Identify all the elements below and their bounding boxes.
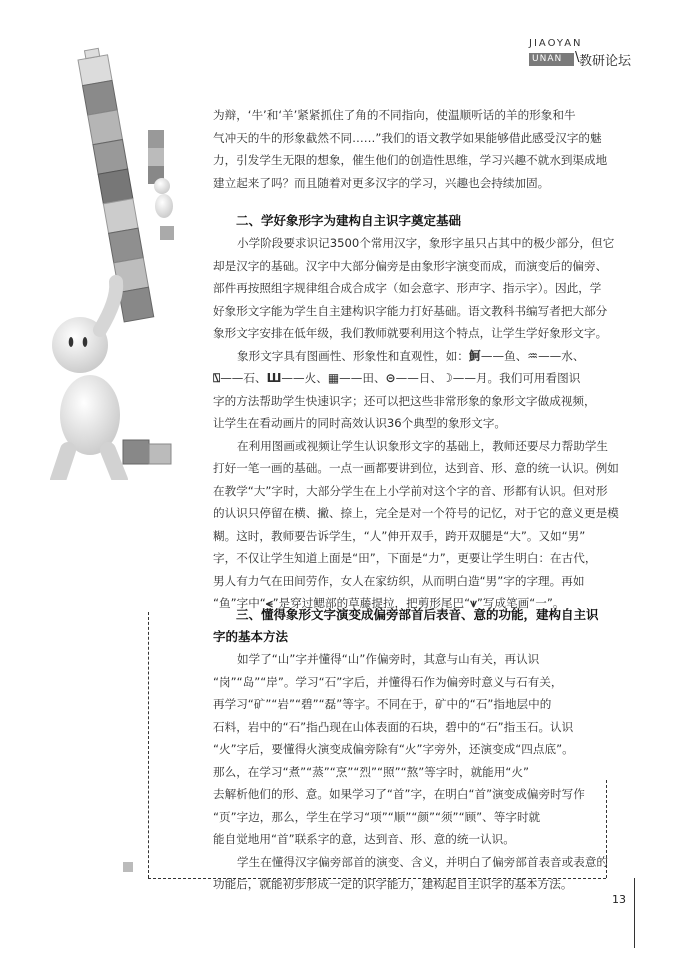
pictograph-line-2	[213, 367, 619, 390]
text-span: ”是穿过鳃部的草藤提拉，把剪形尾巴“	[272, 596, 471, 610]
fish-gill-pictograph-icon: ⪪	[265, 596, 273, 610]
header-column-title: 教研论坛	[579, 54, 632, 69]
text-line: 建立起来了吗？而且随着对更多汉字的学习，兴趣也会持续加固。	[213, 175, 550, 190]
text-line: 学生在懂得汉字偏旁部首的演变、含义，并明白了偏旁部首表音或表意的	[237, 854, 609, 869]
text-line: 去解析他们的形、意。如果学习了“首”字，在明白“首”演变成偏旁时写作	[213, 787, 585, 801]
text-line: 字的方法帮助学生快速识字；还可以把这些非常形象的象形文字做成视频，	[213, 393, 596, 408]
dashed-frame-bottom	[148, 878, 606, 879]
text-span: 象形文字具有图画性、形象性和直观性，如：	[237, 348, 469, 363]
text-line: 能自觉地用“首”联系字的意，达到音、形、意的统一认识。	[213, 832, 515, 846]
text-line: 气冲天的牛的形象截然不同……”我们的语文教学如果能够借此感受汉字的魅	[213, 130, 602, 145]
dashed-frame-left	[148, 612, 149, 878]
text-line: 在利用图画或视频让学生认识象形文字的基础上，教师还要尽力帮助学生	[237, 438, 609, 453]
text-line: “页”字边，那么，学生在学习“项”“顺”“颜”“须”“顾”、等字时就	[213, 809, 541, 824]
text-line: 好象形文字能为学生自主建构识字能力打好基础。语文教科书编写者把大部分	[213, 303, 608, 318]
text-line: 如学了“山”字并懂得“山”作偏旁时，其意与山有关，再认识	[237, 652, 540, 666]
text-line: “火”字后，要懂得火演变成偏旁除有“火”字旁外，还演变成“四点底”。	[213, 742, 574, 756]
text-line: 力，引发学生无限的想象，催生他们的创造性思维，学习兴趣不就水到渠成地	[213, 153, 608, 167]
decorative-square	[123, 862, 133, 872]
text-span: ——鱼、	[480, 348, 528, 363]
text-line: 象形文字安排在低年级，我们教师就要利用这个特点，让学生学好象形文字。	[213, 326, 608, 340]
page-number: 13	[612, 893, 626, 906]
text-line: 在教学“大”字时，大部分学生在上小学前对这个字的音、形都有认识。但对形	[213, 483, 608, 498]
fire-pictograph-icon: Ш	[266, 371, 282, 385]
text-line: 那么，在学习“煮”“蒸”“烹”“烈”“照”“熬”等字时，就能用“火”	[213, 764, 529, 779]
text-line: 糊。这时，教师要告诉学生，“人”伸开双手，跨开双腿是“大”。又如“男”	[213, 528, 586, 543]
text-line: 男人有力气在田间劳作，女人在家纺织，从而明白造“男”字的字理。再如	[213, 573, 585, 588]
text-span: ——田、	[339, 371, 386, 385]
text-line: 小学阶段要求识记3500个常用汉字，象形字虽只占其中的极少部分，但它	[237, 236, 615, 250]
section-2-body	[213, 232, 619, 615]
page-number-rule	[634, 878, 635, 948]
text-line: 为辩，‘牛’和‘羊’紧紧抓住了角的不同指向，使温顺听话的羊的形象和牛	[213, 108, 576, 122]
section-3-heading-line-1: 三、懂得象形文字演变成偏旁部首后表音、意的功能，建构自主识	[236, 607, 599, 622]
section-3-heading-line-2: 字的基本方法	[213, 629, 289, 644]
intro-paragraph	[213, 104, 607, 194]
section-2-heading: 二、学好象形字为建构自主识字奠定基础	[236, 213, 462, 228]
header-en-title: JIAOYAN	[529, 38, 583, 49]
stone-pictograph-icon: ⍂	[213, 371, 221, 385]
text-span: ——火、	[281, 371, 328, 385]
field-pictograph-icon: ▦	[327, 371, 340, 385]
text-span: ——月。我们可用看图识	[452, 371, 581, 385]
text-span: ——石、	[220, 371, 267, 385]
text-span: ——日、	[395, 371, 442, 385]
text-line: 再学习“矿”“岩”“碧”“磊”等字。不同在于，矿中的“石”指地层中的	[213, 697, 552, 711]
text-span: ”写成笔画“一”。	[476, 596, 565, 610]
pictograph-line-1	[213, 345, 619, 368]
sun-pictograph-icon: ⊝	[385, 371, 396, 385]
text-line: 打好一笔一画的基础。一点一画都要讲到位，达到音、形、意的统一认识。例如	[213, 461, 619, 475]
text-line: 石料，岩中的“石”指凸现在山体表面的石块，碧中的“石”指玉石。认识	[213, 719, 574, 734]
text-line: 字，不仅让学生知道上面是“田”，下面是“力”，更要让学生明白：在古代，	[213, 551, 597, 565]
fish-tail-pictograph-icon: ⩛	[470, 596, 477, 610]
section-3-body	[213, 648, 608, 896]
text-line: 让学生在看动画片的同时高效认识36个典型的象形文字。	[213, 416, 507, 430]
moon-pictograph-icon: ☽	[442, 371, 453, 385]
text-line: 的认识只停留在横、撇、捺上，完全是对一个符号的记忆，对于它的意义更是模	[213, 506, 619, 520]
text-line: “岗”“岛”“岸”。学习“石”字后，并懂得石作为偏旁时意义与石有关，	[213, 674, 563, 689]
water-pictograph-icon: ♒	[527, 348, 539, 363]
text-span: ——水、	[538, 348, 585, 363]
header-separator: \	[575, 50, 580, 65]
text-span: “鱼”字中“	[213, 596, 266, 610]
figure-carrying-blocks-illustration	[8, 20, 208, 480]
text-line: 却是汉字的基础。汉字中大部分偏旁是由象形字演变而成，而演变后的偏旁、	[213, 258, 608, 273]
fish-pictograph-icon: 魺	[468, 348, 481, 363]
header-tag: UNAN	[529, 53, 574, 66]
dashed-frame-right	[606, 780, 607, 878]
text-line: 部件再按照组字规律组合成合成字（如会意字、形声字、指示字）。因此，学	[213, 281, 602, 295]
text-line: 功能后，就能初步形成一定的识字能力，建构起自主识字的基本方法。	[213, 877, 573, 891]
